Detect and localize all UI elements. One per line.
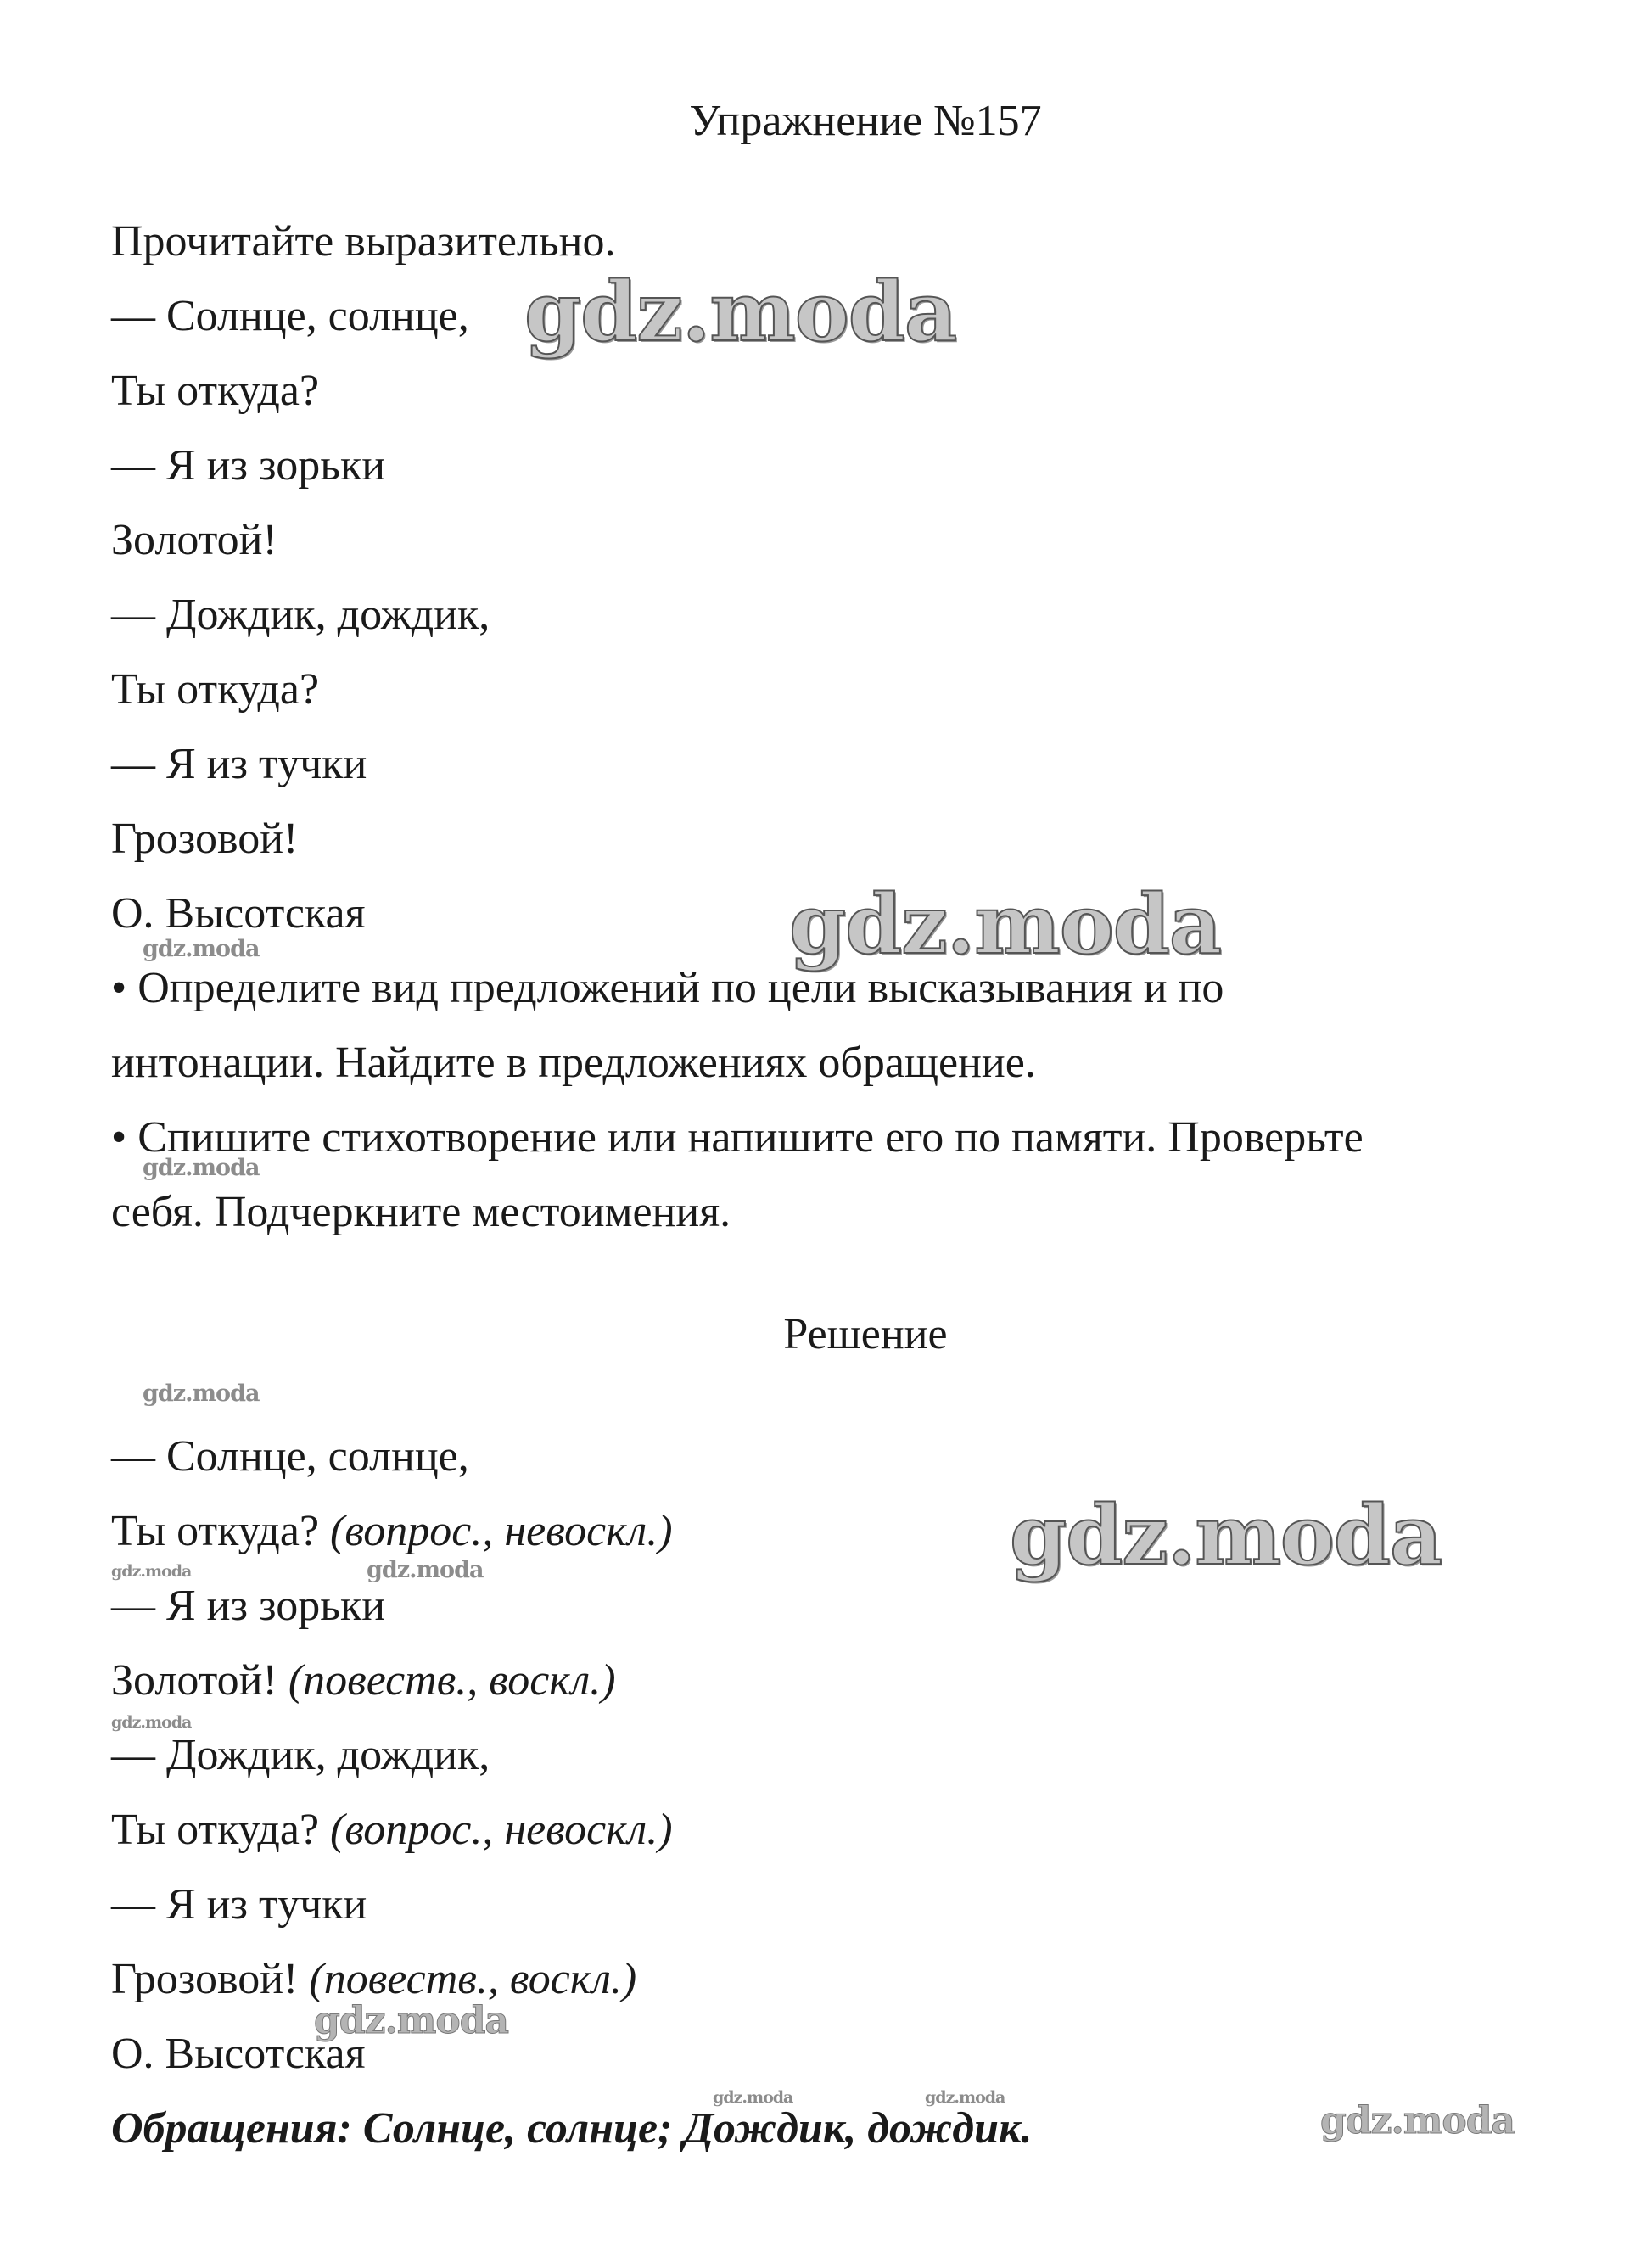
task-instruction: интонации. Найдите в предложениях обращение. — [111, 1039, 1036, 1087]
watermark: gdz.moda — [1320, 2099, 1515, 2142]
solution-line — [111, 1879, 367, 1931]
task-line: Прочитайте выразительно. — [111, 217, 616, 266]
solution-line-note: (вопрос., невоскл.) — [330, 1806, 673, 1854]
watermark: gdz.moda — [925, 2088, 1005, 2107]
solution-conclusion: Обращения: Солнце, солнце; Дождик, дождик. — [111, 2104, 1033, 2153]
poem-line: — Солнце, солнце, — [111, 292, 469, 340]
watermark: gdz.moda — [111, 1713, 192, 1732]
solution-line-text: — Солнце, солнце, — [111, 1432, 469, 1481]
poem-line: Ты откуда? — [111, 367, 320, 415]
watermark: gdz.moda — [143, 936, 260, 962]
poem-line: Ты откуда? — [111, 665, 320, 714]
solution-line-text: — Я из тучки — [111, 1880, 367, 1929]
solution-line — [111, 1729, 490, 1782]
solution-line-text: — Я из зорьки — [111, 1582, 386, 1630]
solution-line — [111, 1804, 673, 1856]
watermark: gdz.moda — [524, 264, 957, 360]
watermark: gdz.moda — [367, 1557, 484, 1583]
watermark: gdz.moda — [143, 1155, 260, 1181]
task-instruction: • Определите вид предложений по цели высказывания и по — [111, 964, 1224, 1012]
poem-line: — Дождик, дождик, — [111, 591, 490, 639]
watermark: gdz.moda — [143, 1380, 260, 1407]
solution-heading: Решение — [783, 1310, 948, 1358]
solution-line-text: Ты откуда? — [111, 1806, 320, 1854]
task-instruction: себя. Подчеркните местоимения. — [111, 1188, 731, 1236]
solution-line-note: (повеств., воскл.) — [288, 1656, 616, 1705]
watermark: gdz.moda — [111, 1562, 192, 1581]
exercise-title: Упражнение №157 — [689, 97, 1042, 145]
watermark: gdz.moda — [789, 876, 1222, 972]
solution-line-text: О. Высотская — [111, 2030, 366, 2078]
solution-line-text: Золотой! — [111, 1656, 277, 1705]
solution-line-text: Ты откуда? — [111, 1507, 320, 1555]
watermark: gdz.moda — [713, 2088, 793, 2107]
solution-line — [111, 1953, 636, 2006]
poem-line: — Я из зорьки — [111, 441, 386, 490]
poem-line: Золотой! — [111, 516, 277, 564]
solution-line-note: (вопрос., невоскл.) — [330, 1507, 673, 1555]
solution-line-note: (повеств., воскл.) — [309, 1955, 637, 2003]
solution-line — [111, 1580, 385, 1632]
solution-line — [111, 1655, 616, 1707]
watermark: gdz.moda — [1010, 1487, 1442, 1583]
poem-author: О. Высотская — [111, 889, 366, 938]
solution-line-text: — Дождик, дождик, — [111, 1731, 490, 1779]
solution-line-text: Грозовой! — [111, 1955, 299, 2003]
task-instruction: • Спишите стихотворение или напишите его по памяти. Проверьте — [111, 1113, 1364, 1162]
solution-line — [111, 1505, 673, 1558]
poem-line: — Я из тучки — [111, 740, 367, 788]
poem-line: Грозовой! — [111, 815, 299, 863]
solution-line — [111, 1431, 469, 1483]
watermark: gdz.moda — [314, 1999, 509, 2042]
